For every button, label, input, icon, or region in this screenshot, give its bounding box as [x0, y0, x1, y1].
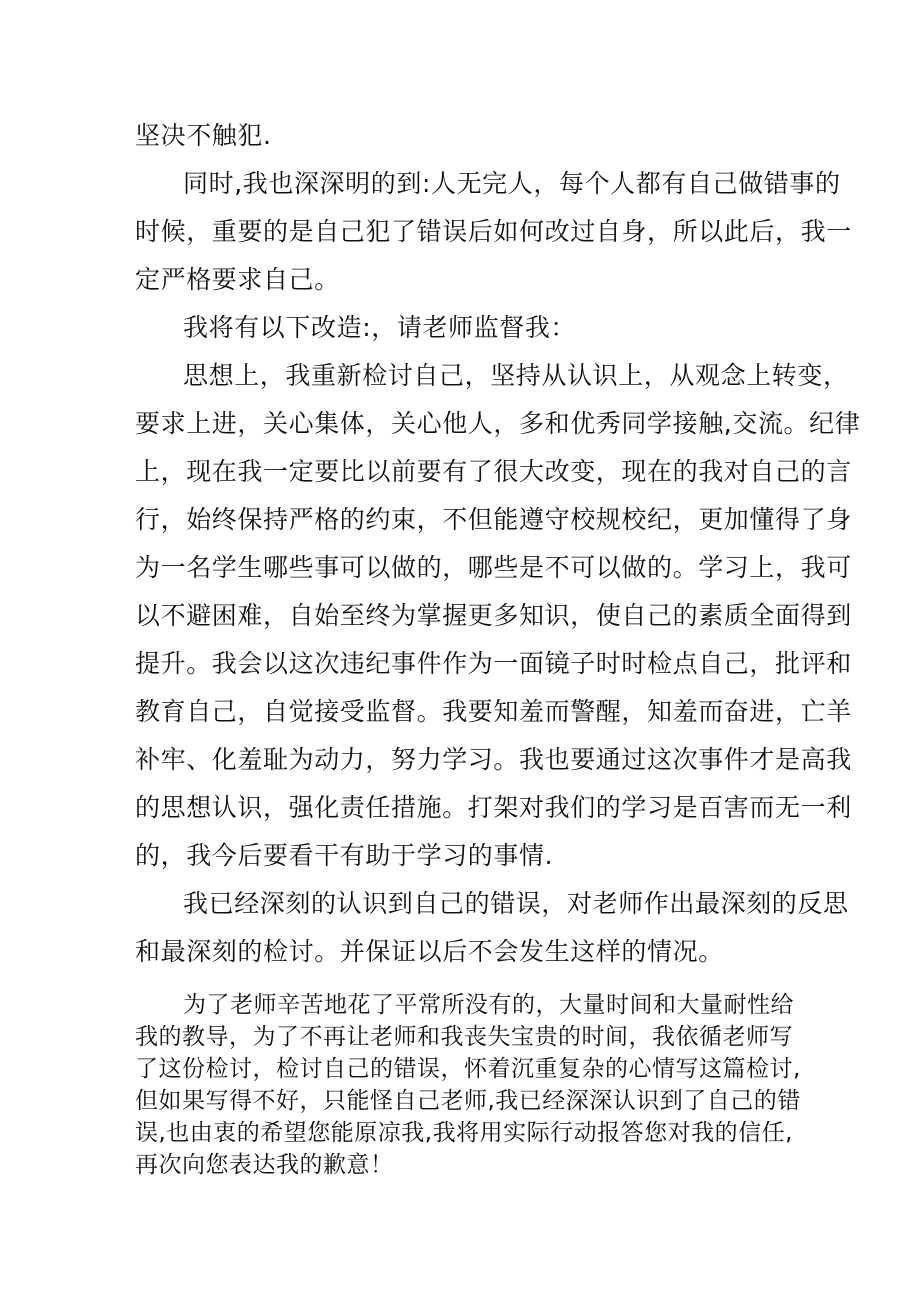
text-line: 定严格要求自己。 [135, 265, 340, 294]
text-line: 和最深刻的检讨。并保证以后不会发生这样的情况。 [135, 937, 724, 966]
text-line: 了这份检讨，检讨自己的错误，怀着沉重复杂的心情写这篇检讨, [135, 1056, 801, 1082]
text-line: 但如果写得不好，只能怪自己老师,我已经深深认识到了自己的错 [135, 1088, 801, 1114]
text-line: 的思想认识，强化责任措施。打架对我们的学习是百害而无一利 [135, 793, 852, 822]
text-line: 我已经深刻的认识到自己的错误，对老师作出最深刻的反思 [183, 889, 849, 918]
text-line: 以不避困难，自始至终为掌握更多知识，使自己的素质全面得到 [135, 601, 852, 630]
text-line: 提升。我会以这次违纪事件作为一面镜子时时检点自己，批评和 [135, 649, 852, 678]
text-line: 上，现在我一定要比以前要有了很大改变，现在的我对自己的言 [135, 457, 852, 486]
text-line: 我的教导，为了不再让老师和我丧失宝贵的时间，我依循老师写 [135, 1024, 793, 1050]
text-line: 为一名学生哪些事可以做的，哪些是不可以做的。学习上，我可 [135, 553, 852, 582]
text-line: 为了老师辛苦地花了平常所没有的，大量时间和大量耐性给 [183, 992, 794, 1018]
text-line: 坚决不触犯. [135, 121, 272, 150]
text-line: 教育自己，自觉接受监督。我要知羞而警醒，知羞而奋进，亡羊 [135, 697, 852, 726]
text-line: 再次向您表达我的歉意！ [135, 1152, 394, 1178]
text-line: 同时,我也深深明的到:人无完人，每个人都有自己做错事的 [183, 169, 841, 198]
text-line: 时候，重要的是自己犯了错误后如何改过自身，所以此后，我一 [135, 217, 852, 246]
text-line: 思想上，我重新检讨自己，坚持从认识上，从观念上转变， [183, 361, 849, 390]
text-line: 要求上进，关心集体，关心他人，多和优秀同学接触,交流。纪律 [135, 409, 861, 438]
text-line: 的，我今后要看干有助于学习的事情. [135, 841, 554, 870]
text-line: 补牢、化羞耻为动力，努力学习。我也要通过这次事件才是高我 [135, 745, 852, 774]
text-line: 我将有以下改造:，请老师监督我： [183, 313, 577, 342]
text-line: 误,也由衷的希望您能原凉我,我将用实际行动报答您对我的信任, [135, 1120, 793, 1146]
text-line: 行，始终保持严格的约束，不但能遵守校规校纪，更加懂得了身 [135, 505, 852, 534]
